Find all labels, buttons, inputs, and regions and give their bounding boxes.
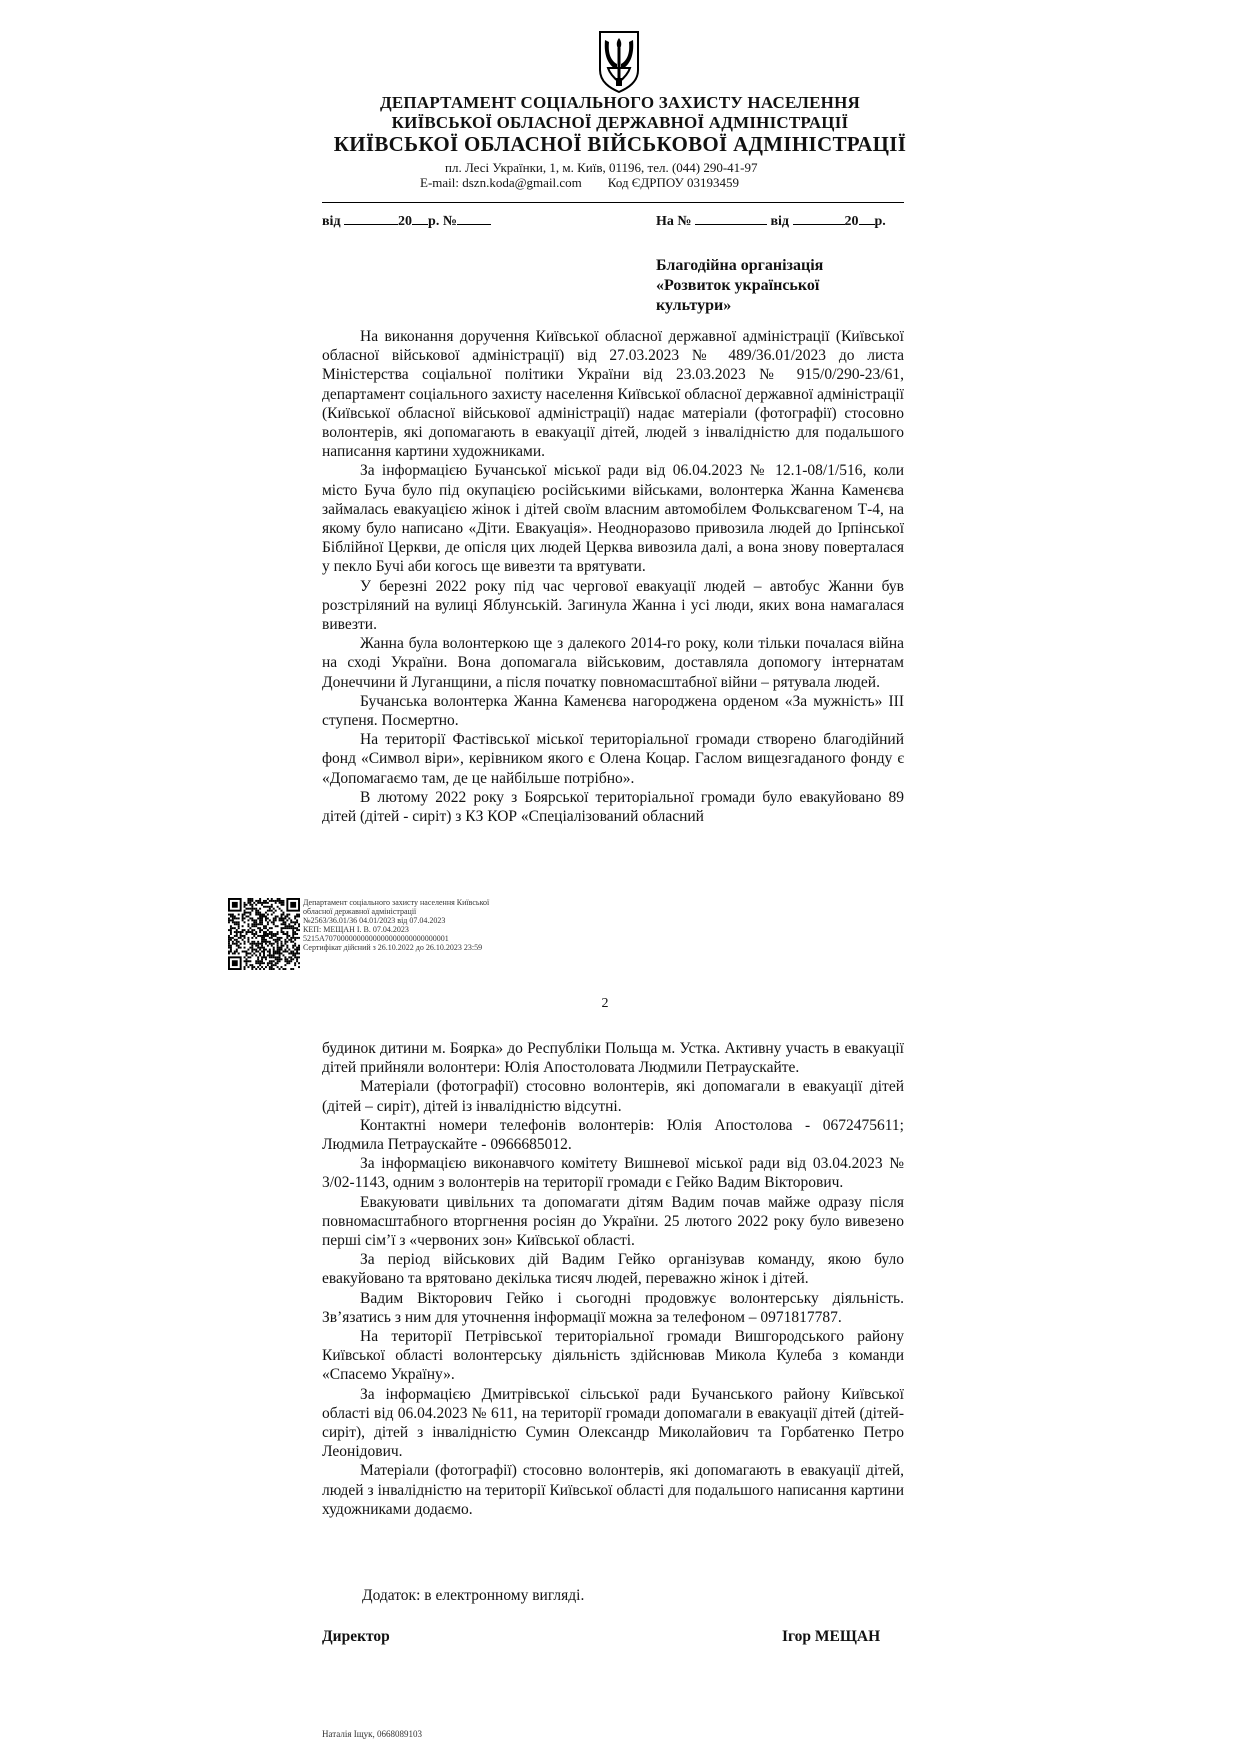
qr-code-icon [228, 898, 300, 970]
page-number: 2 [601, 996, 609, 1011]
incoming-year-label: 20 [844, 214, 859, 229]
addressee-block [656, 256, 916, 316]
body-paragraph: Бучанська волонтерка Жанна Каменєва нагороджена орденом «За мужність» ІІІ ступеня. Посмертно. [322, 692, 904, 730]
incoming-year-blank [859, 212, 875, 225]
body-paragraph: За інформацією виконавчого комітету Вишневої міської ради від 03.04.2023 № 3/02-1143, одним з волонтерів на території громади є Гейко Вадим Вікторович. [322, 1155, 904, 1192]
addressee-line: культури» [656, 297, 732, 314]
contact-email-line [420, 175, 820, 190]
body-paragraph: Евакуювати цивільних та допомагати дітям Вадим почав майже одразу після повномасштабного вторгнення росіян до України. 25 лютого 2022 року було вивезено перші сім’ї з «червоних зон» Київської області. [322, 1193, 904, 1250]
stamp-line: 5215A7070000000000000000000000000001 [303, 934, 449, 943]
incoming-from-label: від [770, 214, 790, 229]
stamp-line: обласної державної адміністрації [303, 907, 417, 916]
outgoing-reference [322, 212, 491, 230]
executor-footer: Наталія Іщук, 0668089103 [322, 1729, 423, 1739]
body-paragraph: Жанна була волонтеркою ще з далекого 2014-го року, коли тільки почалася війна на сході України. Вона допомагала військовим, доставляла допомогу інтернатам Донеччини й Луганщини, а після початку повномасштабної війни – рятувала людей. [322, 635, 904, 691]
department-name-line2: КИЇВСЬКОЇ ОБЛАСНОЇ ДЕРЖАВНОЇ АДМІНІСТРАЦІЇ [391, 113, 849, 132]
ref-year-blank [412, 212, 428, 225]
body-paragraph: Матеріали (фотографії) стосовно волонтерів, які допомагають в евакуації дітей, людей з інвалідністю на території Київської області для подальшого написання картини художниками додаємо. [322, 1462, 904, 1518]
header-divider [322, 202, 904, 203]
incoming-number-label: На № [656, 214, 692, 229]
ref-year-label: 20 [398, 214, 413, 229]
addressee-line: «Розвиток української [656, 277, 820, 294]
email-text: E-mail: dszn.koda@gmail.com [420, 175, 582, 190]
incoming-date-blank [793, 212, 845, 225]
department-name-line1: ДЕПАРТАМЕНТ СОЦІАЛЬНОГО ЗАХИСТУ НАСЕЛЕННЯ [380, 93, 860, 112]
ref-date-blank [344, 212, 398, 225]
signer-role: Директор [322, 1628, 390, 1645]
incoming-reference [656, 212, 886, 230]
body-paragraph: будинок дитини м. Боярка» до Республіки Польща м. Устка. Активну участь в евакуації дітей прийняли волонтери: Юлія Апостоловата Людмили Петраускайте. [322, 1040, 904, 1077]
ref-number-label: р. № [428, 214, 457, 229]
ref-from-label: від [322, 214, 341, 229]
body-paragraph: Вадим Вікторович Гейко і сьогодні продовжує волонтерську діяльність. Зв’язатись з ним для уточнення інформації можна за телефоном – 0971817787. [322, 1289, 904, 1326]
body-paragraph: За інформацією Бучанської міської ради від 06.04.2023 № 12.1-08/1/516, коли місто Буча було під окупацією російськими військами, волонтерка Жанна Каменєва займалась евакуацією жінок і дітей своїм власним автомобілем Фольксвагеном Т-4, на якому було написано «Діти. Евакуація». Неодноразово привозила людей до Ірпінської Біблійної Церкви, де опісля цих людей Церква вивозила далі, а вона знову поверталася у пекло Бучі аби когось ще вивезти та врятувати. [322, 462, 904, 576]
attachment-note: Додаток: в електронному вигляді. [362, 1587, 585, 1604]
body-paragraph: За період військових дій Вадим Гейко організував команду, якою було евакуйовано та врятовано декілька тисяч людей, переважно жінок і дітей. [322, 1251, 904, 1288]
edrpou-text: Код ЄДРПОУ 03193459 [607, 175, 739, 190]
address-text: пл. Лесі Українки, 1, м. Київ, 01196, тел. (044) 290-41-97 [445, 160, 758, 175]
letter-body-page1 [322, 327, 904, 826]
body-paragraph: Контактні номери телефонів волонтерів: Юлія Апостолова - 0672475611; Людмила Петраускайте - 0966685012. [322, 1116, 904, 1154]
body-paragraph: У березні 2022 року під час чергової евакуації людей – автобус Жанни був розстріляний на вулиці Яблунській. Загинула Жанна і усі люди, яких вона намагалася вивезти. [322, 577, 904, 634]
contact-address [420, 160, 820, 175]
letter-body-page2 [322, 1039, 904, 1519]
e-signature-stamp [228, 898, 518, 970]
signer-name: Ігор МЕЩАН [782, 1628, 881, 1645]
body-paragraph: На території Петрівської територіальної громади Вишгородського району Київської області волонтерську діяльність здійснював Микола Кулеба з команди «Спасемо Україну». [322, 1328, 904, 1384]
department-name-line3: КИЇВСЬКОЇ ОБЛАСНОЇ ВІЙСЬКОВОЇ АДМІНІСТРАЦІЇ [333, 132, 907, 156]
stamp-line: №2563/36.01/36 04.01/2023 від 07.04.2023 [303, 916, 446, 925]
body-paragraph: За інформацією Дмитрівської сільської ради Бучанського району Київської області від 06.04.2023 № 611, на території громади допомагали в евакуації дітей (дітей-сиріт), дітей з інвалідністю Сумин Олександр Миколайович та Горбатенко Петро Леонідович. [322, 1385, 904, 1461]
body-paragraph: Матеріали (фотографії) стосовно волонтерів, які допомагали в евакуації дітей (дітей – сиріт), дітей із інвалідністю відсутні. [322, 1078, 904, 1115]
stamp-line: Департамент соціального захисту населення Київської [303, 898, 490, 907]
ukraine-trident-icon [594, 28, 644, 94]
incoming-r-label: р. [874, 214, 886, 229]
addressee-line: Благодійна організація [656, 257, 824, 274]
ref-number-blank [457, 212, 491, 225]
incoming-number-blank [695, 212, 767, 225]
stamp-line: КЕП: МЕЩАН І. В. 07.04.2023 [303, 925, 409, 934]
stamp-line: Сертифікат дійсний з 26.10.2022 до 26.10.2023 23:59 [303, 943, 483, 952]
body-paragraph: На території Фастівської міської територіальної громади створено благодійний фонд «Символ віри», керівником якого є Олена Коцар. Гаслом вищезгаданого фонду є «Допомагаємо там, де це найбільше потрібно». [322, 731, 904, 787]
stamp-text [303, 898, 523, 952]
body-paragraph: В лютому 2022 року з Боярської територіальної громади було евакуйовано 89 дітей (дітей - сиріт) з КЗ КОР «Спеціалізований обласний [322, 788, 904, 826]
body-paragraph: На виконання доручення Київської обласної державної адміністрації (Київської обласної військової адміністрації) від 27.03.2023 № 489/36.01/2023 до листа Міністерства соціальної політики України від 23.03.2023 № 915/0/290-23/61, департамент соціального захисту населення Київської обласної державної адміністрації (Київської обласної військової адміністрації) надає матеріали (фотографії) стосовно волонтерів, які допомагають в евакуації дітей, людей з інвалідністю для подальшого написання картини художниками. [322, 328, 904, 461]
